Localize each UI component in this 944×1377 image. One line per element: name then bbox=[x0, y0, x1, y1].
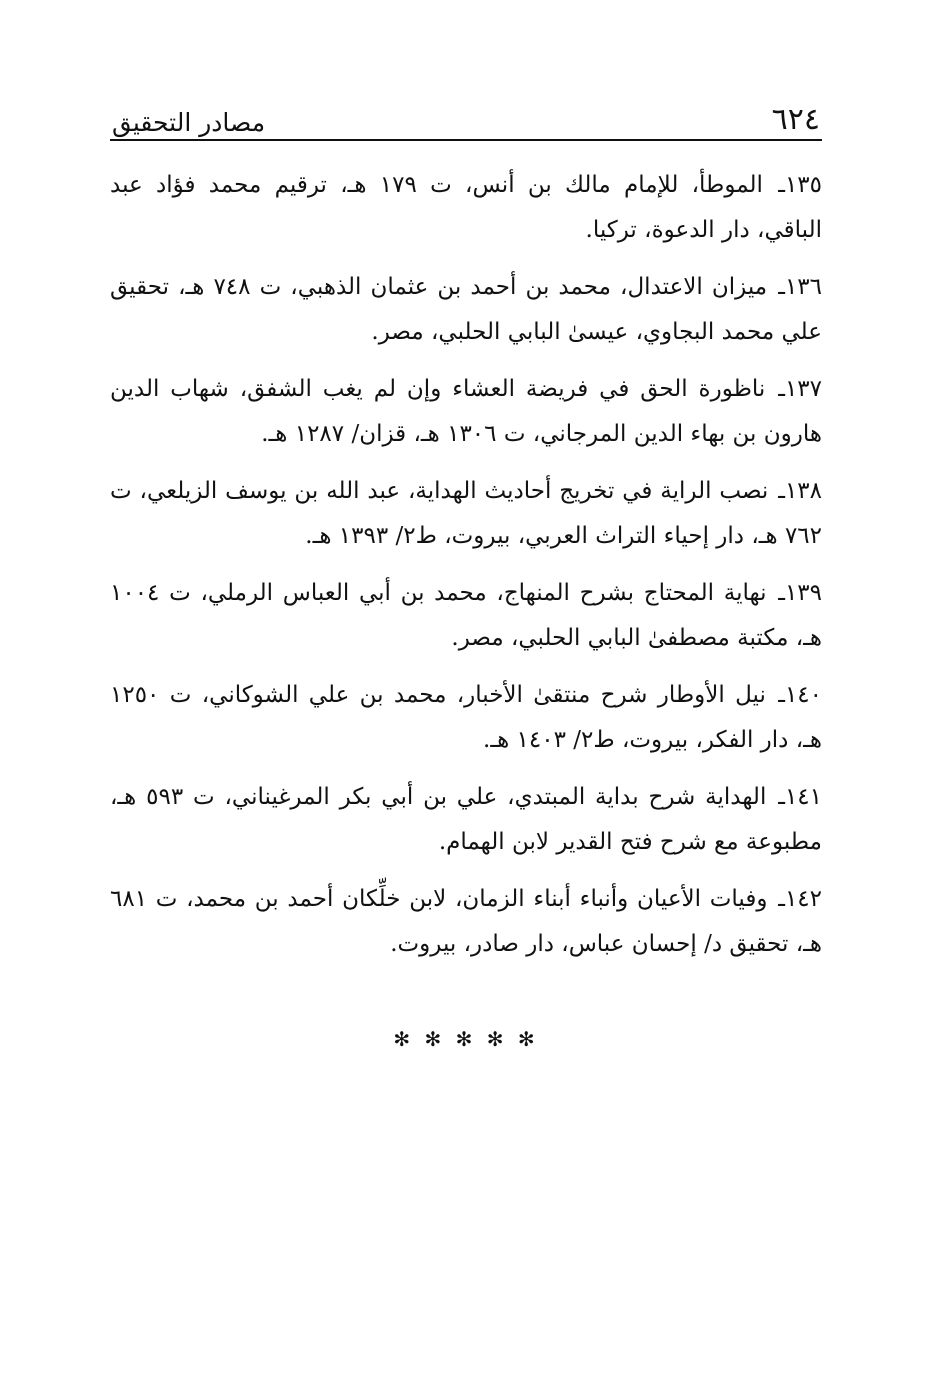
entry-number: ١٣٧ـ bbox=[778, 376, 822, 402]
entry-number: ١٤٠ـ bbox=[778, 682, 822, 708]
bibliography-entry bbox=[110, 367, 822, 457]
entry-text: نيل الأوطار شرح منتقىٰ الأخبار، محمد بن علي الشوكاني، ت ١٢٥٠ هـ، دار الفكر، بيروت، ط٢/ ١٤٠٣ هـ. bbox=[110, 682, 822, 753]
page-header bbox=[110, 95, 822, 141]
bibliography-entry bbox=[110, 163, 822, 253]
book-page bbox=[110, 95, 822, 1051]
bibliography-entry bbox=[110, 877, 822, 967]
entry-text: الهداية شرح بداية المبتدي، علي بن أبي بكر المرغيناني، ت ٥٩٣ هـ، مطبوعة مع شرح فتح القدير لابن الهمام. bbox=[110, 784, 822, 855]
running-title: مصادر التحقيق bbox=[112, 108, 266, 137]
entry-number: ١٣٥ـ bbox=[778, 172, 823, 198]
entry-text: الموطأ، للإمام مالك بن أنس، ت ١٧٩ هـ، ترقيم محمد فؤاد عبد الباقي، دار الدعوة، تركيا. bbox=[110, 172, 822, 243]
bibliography-entry bbox=[110, 673, 822, 763]
entry-text: نصب الراية في تخريج أحاديث الهداية، عبد الله بن يوسف الزيلعي، ت ٧٦٢ هـ، دار إحياء التراث العربي، بيروت، ط٢/ ١٣٩٣ هـ. bbox=[110, 478, 822, 549]
entry-text: وفيات الأعيان وأنباء أبناء الزمان، لابن خلِّكان أحمد بن محمد، ت ٦٨١ هـ، تحقيق د/ إحسان عباس، دار صادر، بيروت. bbox=[110, 886, 822, 957]
entry-number: ١٣٦ـ bbox=[778, 274, 823, 300]
bibliography-entry bbox=[110, 265, 822, 355]
bibliography-list bbox=[110, 163, 822, 967]
bibliography-entry bbox=[110, 571, 822, 661]
page-number: ٦٢٤ bbox=[771, 102, 820, 137]
asterisk-separator: ✻ ✻ ✻ ✻ ✻ bbox=[393, 1027, 539, 1051]
entry-number: ١٣٨ـ bbox=[778, 478, 822, 504]
entry-number: ١٤٢ـ bbox=[778, 886, 822, 912]
bibliography-entry bbox=[110, 469, 822, 559]
bibliography-entry bbox=[110, 775, 822, 865]
entry-number: ١٣٩ـ bbox=[778, 580, 822, 606]
entry-text: نهاية المحتاج بشرح المنهاج، محمد بن أبي العباس الرملي، ت ١٠٠٤ هـ، مكتبة مصطفىٰ البابي الحلبي، مصر. bbox=[110, 580, 822, 651]
entry-text: ميزان الاعتدال، محمد بن أحمد بن عثمان الذهبي، ت ٧٤٨ هـ، تحقيق علي محمد البجاوي، عيسىٰ البابي الحلبي، مصر. bbox=[110, 274, 822, 345]
entry-number: ١٤١ـ bbox=[778, 784, 822, 810]
entry-text: ناظورة الحق في فريضة العشاء وإن لم يغب الشفق، شهاب الدين هارون بن بهاء الدين المرجاني، ت ١٣٠٦ هـ، قزان/ ١٢٨٧ هـ. bbox=[110, 376, 822, 447]
